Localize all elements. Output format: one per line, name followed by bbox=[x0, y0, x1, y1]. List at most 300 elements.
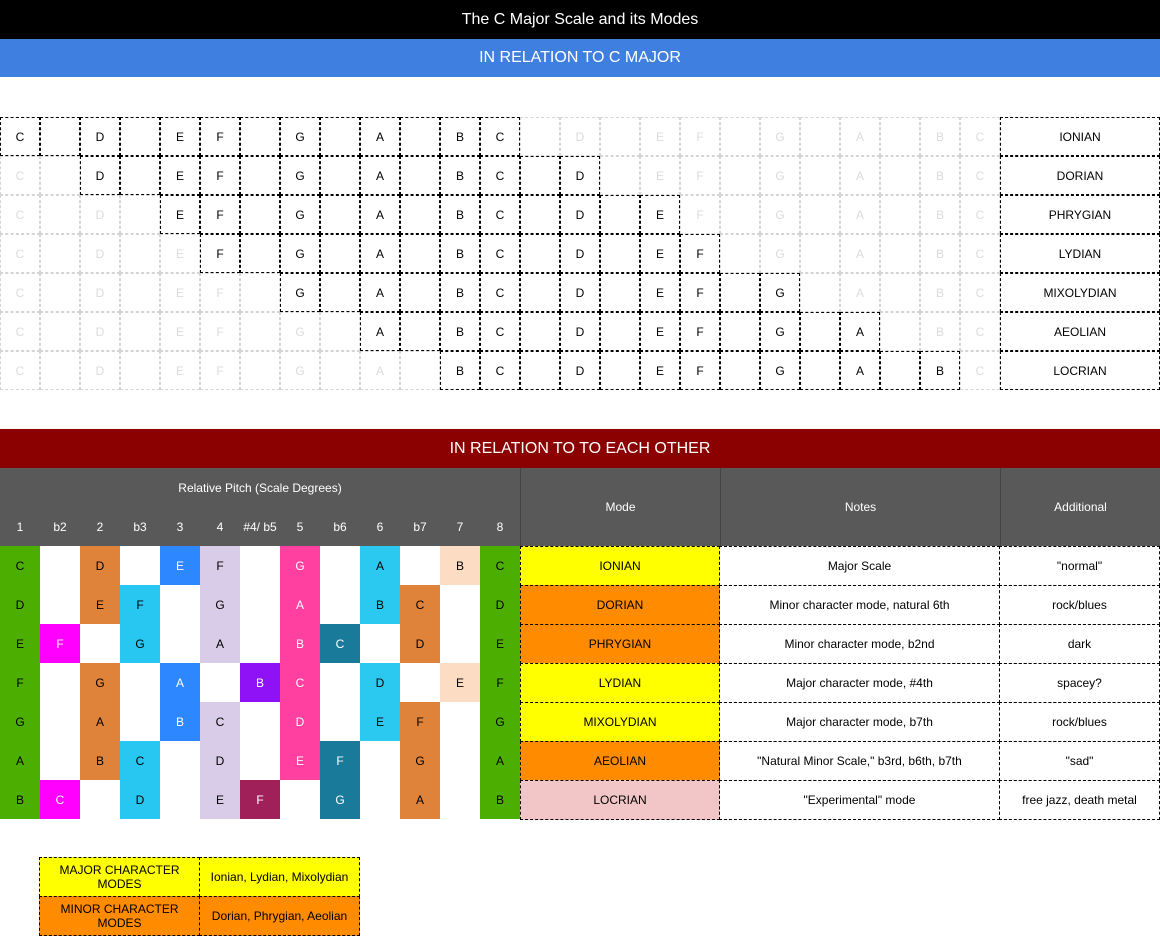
note-cell: C bbox=[960, 156, 1000, 195]
mode-name-cell: LYDIAN bbox=[1000, 234, 1160, 273]
degree-note-cell: D bbox=[200, 741, 240, 780]
degree-note-cell: D bbox=[480, 585, 520, 624]
note-cell: A bbox=[840, 156, 880, 195]
degree-note-cell: C bbox=[200, 702, 240, 741]
note-cell: B bbox=[440, 312, 480, 351]
note-cell bbox=[240, 156, 280, 195]
empty-degree-cell bbox=[400, 663, 440, 702]
note-cell: F bbox=[200, 117, 240, 156]
note-cell bbox=[240, 273, 280, 312]
note-cell: B bbox=[920, 351, 960, 390]
empty-degree-cell bbox=[120, 546, 160, 585]
empty-degree-cell bbox=[120, 663, 160, 702]
empty-degree-cell bbox=[40, 546, 80, 585]
note-cell bbox=[240, 234, 280, 273]
empty-degree-cell bbox=[360, 624, 400, 663]
mode-name-cell: AEOLIAN bbox=[1000, 312, 1160, 351]
note-cell: F bbox=[200, 195, 240, 234]
empty-degree-cell bbox=[440, 585, 480, 624]
section2-title: IN RELATION TO TO EACH OTHER bbox=[449, 439, 711, 457]
note-cell: D bbox=[560, 234, 600, 273]
note-cell: B bbox=[920, 117, 960, 156]
note-cell bbox=[40, 312, 80, 351]
note-cell: F bbox=[200, 156, 240, 195]
note-cell: C bbox=[960, 234, 1000, 273]
empty-degree-cell bbox=[240, 585, 280, 624]
mode-name-cell: PHRYGIAN bbox=[1000, 195, 1160, 234]
degree-note-cell: G bbox=[120, 624, 160, 663]
note-cell: B bbox=[440, 273, 480, 312]
note-cell: C bbox=[480, 156, 520, 195]
note-cell: B bbox=[440, 351, 480, 390]
degree-note-cell: A bbox=[200, 624, 240, 663]
note-cell: C bbox=[0, 273, 40, 312]
note-cell: C bbox=[960, 273, 1000, 312]
mode-name-cell: MIXOLYDIAN bbox=[1000, 273, 1160, 312]
degree-note-cell: C bbox=[280, 663, 320, 702]
note-cell bbox=[120, 234, 160, 273]
empty-degree-cell bbox=[360, 780, 400, 819]
scale-degree-header: b2 bbox=[40, 507, 80, 546]
empty-degree-cell bbox=[80, 780, 120, 819]
degree-note-cell: G bbox=[200, 585, 240, 624]
note-cell: C bbox=[0, 156, 40, 195]
degree-note-cell: D bbox=[80, 546, 120, 585]
note-cell: F bbox=[680, 273, 720, 312]
note-cell bbox=[400, 273, 440, 312]
note-cell bbox=[400, 351, 440, 390]
degree-note-cell: D bbox=[280, 702, 320, 741]
mode-name-cell: DORIAN bbox=[520, 585, 720, 625]
note-cell: C bbox=[0, 117, 40, 156]
additional-column-label: Additional bbox=[1054, 500, 1107, 514]
note-cell: D bbox=[560, 273, 600, 312]
section2-header bbox=[0, 429, 1160, 468]
scale-degree-header: 4 bbox=[200, 507, 240, 546]
note-cell: A bbox=[840, 351, 880, 390]
note-cell: E bbox=[160, 234, 200, 273]
mode-additional-cell: "sad" bbox=[999, 741, 1160, 781]
mode-name-cell: AEOLIAN bbox=[520, 741, 720, 781]
note-cell bbox=[880, 273, 920, 312]
note-cell bbox=[600, 351, 640, 390]
note-cell: B bbox=[920, 234, 960, 273]
degree-note-cell: A bbox=[80, 702, 120, 741]
mode-notes-cell: Major character mode, #4th bbox=[719, 663, 1000, 703]
note-cell: E bbox=[640, 273, 680, 312]
note-cell: F bbox=[680, 351, 720, 390]
note-cell: B bbox=[920, 156, 960, 195]
degree-note-cell: B bbox=[80, 741, 120, 780]
note-cell: E bbox=[640, 195, 680, 234]
note-cell: G bbox=[760, 234, 800, 273]
note-cell: E bbox=[160, 273, 200, 312]
degree-note-cell: F bbox=[480, 663, 520, 702]
mode-additional-cell: rock/blues bbox=[999, 702, 1160, 742]
degree-note-cell: A bbox=[400, 780, 440, 819]
note-cell: G bbox=[760, 273, 800, 312]
scale-degree-header: #4/ b5 bbox=[240, 507, 280, 546]
empty-degree-cell bbox=[240, 702, 280, 741]
note-cell bbox=[880, 312, 920, 351]
note-cell bbox=[40, 273, 80, 312]
note-cell bbox=[800, 156, 840, 195]
empty-degree-cell bbox=[240, 624, 280, 663]
mode-name-cell: LYDIAN bbox=[520, 663, 720, 703]
note-cell bbox=[720, 351, 760, 390]
scale-degree-header: b6 bbox=[320, 507, 360, 546]
mode-name-cell: IONIAN bbox=[520, 546, 720, 586]
mode-comparison-table bbox=[0, 546, 1160, 819]
empty-degree-cell bbox=[400, 546, 440, 585]
empty-degree-cell bbox=[320, 585, 360, 624]
note-cell: F bbox=[680, 117, 720, 156]
note-cell bbox=[120, 312, 160, 351]
scale-degree-header: 6 bbox=[360, 507, 400, 546]
degree-note-cell: C bbox=[40, 780, 80, 819]
mode-notes-cell: "Natural Minor Scale," b3rd, b6th, b7th bbox=[719, 741, 1000, 781]
note-cell: C bbox=[960, 312, 1000, 351]
note-cell: F bbox=[200, 312, 240, 351]
empty-degree-cell bbox=[40, 702, 80, 741]
note-cell bbox=[720, 156, 760, 195]
note-cell bbox=[320, 234, 360, 273]
note-cell bbox=[720, 195, 760, 234]
note-cell bbox=[40, 117, 80, 156]
degree-note-cell: A bbox=[160, 663, 200, 702]
degree-note-cell: F bbox=[400, 702, 440, 741]
mode-column-label: Mode bbox=[605, 500, 636, 514]
note-cell bbox=[880, 234, 920, 273]
note-cell bbox=[520, 351, 560, 390]
legend-major-label: MAJOR CHARACTER MODES bbox=[39, 857, 200, 897]
note-cell bbox=[400, 117, 440, 156]
note-cell: E bbox=[160, 312, 200, 351]
note-cell: A bbox=[360, 195, 400, 234]
degree-note-cell: E bbox=[360, 702, 400, 741]
note-cell bbox=[880, 156, 920, 195]
note-cell: F bbox=[200, 273, 240, 312]
note-cell: D bbox=[560, 312, 600, 351]
note-cell: B bbox=[920, 312, 960, 351]
degree-note-cell: B bbox=[160, 702, 200, 741]
note-cell: D bbox=[80, 312, 120, 351]
mode-name-cell: DORIAN bbox=[1000, 156, 1160, 195]
degree-note-cell: B bbox=[240, 663, 280, 702]
note-cell: E bbox=[640, 312, 680, 351]
note-cell: F bbox=[200, 234, 240, 273]
note-cell bbox=[120, 156, 160, 195]
note-cell: C bbox=[0, 312, 40, 351]
note-cell: A bbox=[840, 117, 880, 156]
empty-degree-cell bbox=[280, 780, 320, 819]
empty-degree-cell bbox=[40, 585, 80, 624]
note-cell: E bbox=[160, 117, 200, 156]
note-cell bbox=[600, 156, 640, 195]
scale-degree-header: 7 bbox=[440, 507, 480, 546]
degree-note-cell: A bbox=[360, 546, 400, 585]
note-cell: D bbox=[80, 351, 120, 390]
note-cell bbox=[400, 234, 440, 273]
note-cell: E bbox=[160, 156, 200, 195]
note-cell: A bbox=[360, 312, 400, 351]
note-cell bbox=[600, 234, 640, 273]
note-cell: E bbox=[640, 117, 680, 156]
legend-major-modes: Ionian, Lydian, Mixolydian bbox=[199, 857, 360, 897]
note-cell bbox=[40, 156, 80, 195]
note-cell bbox=[800, 351, 840, 390]
degree-note-cell: E bbox=[480, 624, 520, 663]
note-cell: A bbox=[360, 273, 400, 312]
empty-degree-cell bbox=[440, 624, 480, 663]
degree-note-cell: G bbox=[80, 663, 120, 702]
mode-notes-cell: Minor character mode, natural 6th bbox=[719, 585, 1000, 625]
legend-minor-label: MINOR CHARACTER MODES bbox=[39, 896, 200, 936]
legend bbox=[39, 857, 360, 936]
note-cell: E bbox=[640, 234, 680, 273]
mode-name-cell: MIXOLYDIAN bbox=[520, 702, 720, 742]
note-cell: C bbox=[960, 351, 1000, 390]
mode-notes-cell: Major Scale bbox=[719, 546, 1000, 586]
note-cell: C bbox=[480, 351, 520, 390]
note-cell bbox=[520, 273, 560, 312]
empty-degree-cell bbox=[160, 780, 200, 819]
empty-degree-cell bbox=[160, 741, 200, 780]
c-major-mode-grid bbox=[0, 117, 1160, 390]
mode-row-phrygian bbox=[0, 195, 1160, 234]
note-cell bbox=[40, 195, 80, 234]
note-cell: A bbox=[840, 195, 880, 234]
note-cell: D bbox=[80, 156, 120, 195]
note-cell: G bbox=[280, 273, 320, 312]
note-cell: E bbox=[160, 195, 200, 234]
degree-note-cell: B bbox=[0, 780, 40, 819]
mode-additional-cell: free jazz, death metal bbox=[999, 780, 1160, 820]
mode-name-cell: PHRYGIAN bbox=[520, 624, 720, 664]
degree-note-cell: C bbox=[480, 546, 520, 585]
note-cell: G bbox=[280, 312, 320, 351]
note-cell: C bbox=[480, 312, 520, 351]
notes-column-header bbox=[720, 468, 1000, 546]
note-cell bbox=[800, 234, 840, 273]
note-cell bbox=[40, 351, 80, 390]
degree-note-cell: E bbox=[0, 624, 40, 663]
degree-note-cell: D bbox=[360, 663, 400, 702]
degree-note-cell: E bbox=[280, 741, 320, 780]
mode-additional-cell: rock/blues bbox=[999, 585, 1160, 625]
section1-header bbox=[0, 39, 1160, 77]
note-cell bbox=[600, 273, 640, 312]
note-cell bbox=[520, 234, 560, 273]
mode-name-cell: LOCRIAN bbox=[1000, 351, 1160, 390]
relative-pitch-label: Relative Pitch (Scale Degrees) bbox=[178, 480, 342, 495]
note-cell bbox=[520, 312, 560, 351]
degree-note-cell: B bbox=[480, 780, 520, 819]
note-cell bbox=[120, 117, 160, 156]
scale-degree-header: 5 bbox=[280, 507, 320, 546]
note-cell: E bbox=[160, 351, 200, 390]
degree-note-cell: D bbox=[400, 624, 440, 663]
note-cell: G bbox=[280, 234, 320, 273]
note-cell: B bbox=[920, 195, 960, 234]
relative-pitch-header bbox=[0, 468, 520, 507]
note-cell bbox=[800, 195, 840, 234]
note-cell: A bbox=[360, 234, 400, 273]
note-cell: C bbox=[960, 117, 1000, 156]
scale-degree-header: 1 bbox=[0, 507, 40, 546]
empty-degree-cell bbox=[80, 624, 120, 663]
note-cell bbox=[800, 273, 840, 312]
empty-degree-cell bbox=[160, 585, 200, 624]
notes-column-label: Notes bbox=[844, 500, 877, 514]
degree-note-cell: G bbox=[400, 741, 440, 780]
note-cell: C bbox=[480, 117, 520, 156]
degree-note-cell: F bbox=[120, 585, 160, 624]
mode-row-dorian bbox=[0, 156, 1160, 195]
empty-degree-cell bbox=[240, 546, 280, 585]
note-cell: G bbox=[760, 195, 800, 234]
scale-degree-header-row bbox=[0, 507, 520, 546]
scale-degree-header: 8 bbox=[480, 507, 520, 546]
note-cell: F bbox=[680, 312, 720, 351]
note-cell: A bbox=[360, 117, 400, 156]
note-cell: D bbox=[80, 234, 120, 273]
degree-note-cell: E bbox=[200, 780, 240, 819]
note-cell: C bbox=[480, 195, 520, 234]
note-cell bbox=[600, 117, 640, 156]
note-cell: G bbox=[280, 195, 320, 234]
note-cell: D bbox=[560, 117, 600, 156]
empty-degree-cell bbox=[440, 702, 480, 741]
note-cell bbox=[400, 195, 440, 234]
note-cell bbox=[720, 234, 760, 273]
degree-note-cell: G bbox=[480, 702, 520, 741]
degree-note-cell: B bbox=[280, 624, 320, 663]
scale-degree-header: b3 bbox=[120, 507, 160, 546]
note-cell: C bbox=[480, 273, 520, 312]
degree-note-cell: C bbox=[400, 585, 440, 624]
degree-note-cell: E bbox=[440, 663, 480, 702]
note-cell bbox=[240, 195, 280, 234]
degree-note-cell: A bbox=[0, 741, 40, 780]
note-cell bbox=[40, 234, 80, 273]
degree-note-cell: F bbox=[200, 546, 240, 585]
note-cell bbox=[880, 351, 920, 390]
note-cell: F bbox=[680, 234, 720, 273]
scale-degree-header: 2 bbox=[80, 507, 120, 546]
degree-note-cell: G bbox=[0, 702, 40, 741]
note-cell: G bbox=[280, 351, 320, 390]
mode-column-header bbox=[520, 468, 720, 546]
note-cell: G bbox=[280, 117, 320, 156]
degree-note-cell: D bbox=[0, 585, 40, 624]
empty-degree-cell bbox=[440, 741, 480, 780]
degree-note-cell: E bbox=[160, 546, 200, 585]
note-cell bbox=[320, 117, 360, 156]
degree-note-cell: F bbox=[0, 663, 40, 702]
note-cell bbox=[320, 312, 360, 351]
note-cell: C bbox=[0, 234, 40, 273]
mode-additional-cell: spacey? bbox=[999, 663, 1160, 703]
note-cell: G bbox=[760, 351, 800, 390]
title-bar bbox=[0, 0, 1160, 39]
note-cell bbox=[120, 195, 160, 234]
empty-degree-cell bbox=[320, 663, 360, 702]
degree-note-cell: A bbox=[280, 585, 320, 624]
note-cell bbox=[880, 195, 920, 234]
degree-note-cell: F bbox=[320, 741, 360, 780]
note-cell: D bbox=[560, 195, 600, 234]
note-cell: A bbox=[840, 312, 880, 351]
note-cell bbox=[520, 156, 560, 195]
note-cell: C bbox=[0, 195, 40, 234]
note-cell: G bbox=[760, 117, 800, 156]
note-cell: A bbox=[840, 234, 880, 273]
note-cell: E bbox=[640, 156, 680, 195]
degree-note-cell: G bbox=[320, 780, 360, 819]
degree-note-cell: F bbox=[40, 624, 80, 663]
mode-row-locrian bbox=[0, 351, 1160, 390]
note-cell bbox=[320, 195, 360, 234]
note-cell: C bbox=[960, 195, 1000, 234]
degree-note-cell: D bbox=[120, 780, 160, 819]
note-cell bbox=[520, 195, 560, 234]
empty-degree-cell bbox=[200, 663, 240, 702]
empty-degree-cell bbox=[320, 546, 360, 585]
note-cell: G bbox=[280, 156, 320, 195]
empty-degree-cell bbox=[40, 741, 80, 780]
degree-note-cell: B bbox=[360, 585, 400, 624]
mode-additional-cell: "normal" bbox=[999, 546, 1160, 586]
note-cell bbox=[320, 351, 360, 390]
note-cell: B bbox=[920, 273, 960, 312]
note-cell bbox=[520, 117, 560, 156]
note-cell bbox=[600, 195, 640, 234]
mode-row-ionian bbox=[0, 117, 1160, 156]
mode-name-cell: IONIAN bbox=[1000, 117, 1160, 156]
empty-degree-cell bbox=[320, 702, 360, 741]
mode-additional-cell: dark bbox=[999, 624, 1160, 664]
note-cell bbox=[800, 312, 840, 351]
additional-column-header bbox=[1000, 468, 1160, 546]
empty-degree-cell bbox=[360, 741, 400, 780]
note-cell bbox=[880, 117, 920, 156]
degree-note-cell: C bbox=[320, 624, 360, 663]
degree-note-cell: F bbox=[240, 780, 280, 819]
note-cell: D bbox=[80, 195, 120, 234]
degree-note-cell: C bbox=[0, 546, 40, 585]
scale-degree-header: b7 bbox=[400, 507, 440, 546]
note-cell bbox=[720, 312, 760, 351]
note-cell: A bbox=[840, 273, 880, 312]
note-cell bbox=[320, 156, 360, 195]
note-cell: D bbox=[80, 117, 120, 156]
degree-note-cell: C bbox=[120, 741, 160, 780]
note-cell bbox=[720, 273, 760, 312]
note-cell bbox=[120, 351, 160, 390]
note-cell bbox=[240, 117, 280, 156]
note-cell: A bbox=[360, 351, 400, 390]
degree-note-cell: A bbox=[480, 741, 520, 780]
mode-notes-cell: Minor character mode, b2nd bbox=[719, 624, 1000, 664]
note-cell: B bbox=[440, 195, 480, 234]
note-cell: G bbox=[760, 156, 800, 195]
note-cell bbox=[400, 312, 440, 351]
legend-minor-modes: Dorian, Phrygian, Aeolian bbox=[199, 896, 360, 936]
empty-degree-cell bbox=[120, 702, 160, 741]
note-cell: F bbox=[200, 351, 240, 390]
note-cell bbox=[400, 156, 440, 195]
